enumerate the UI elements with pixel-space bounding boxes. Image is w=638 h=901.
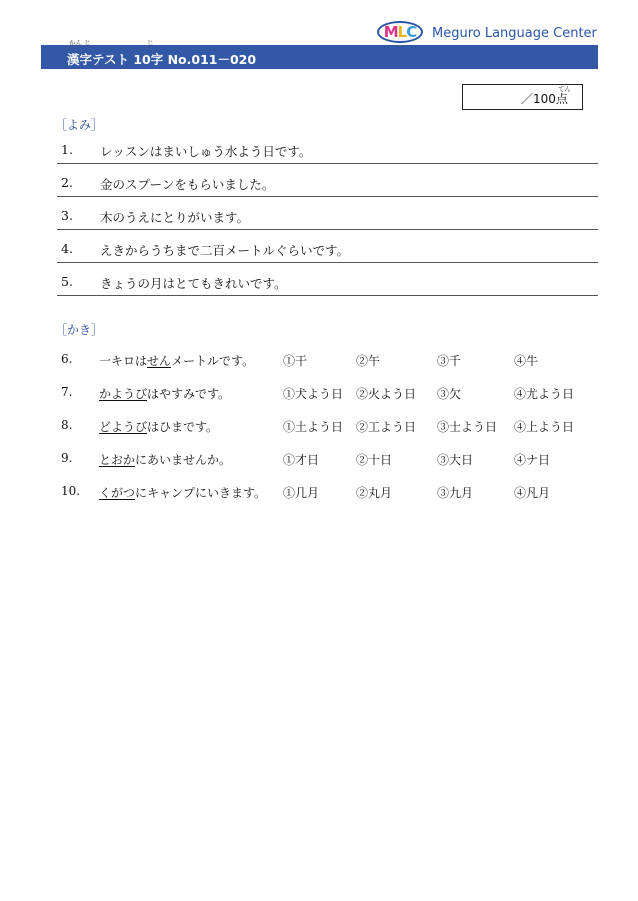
- item-number: 9.: [61, 451, 73, 465]
- item-number: 3.: [61, 208, 73, 223]
- choice-4[interactable]: ④尤よう日: [514, 387, 575, 401]
- kaki-section-label: ［かき］: [55, 323, 104, 337]
- choice-3[interactable]: ③千: [437, 354, 462, 368]
- choice-3[interactable]: ③九月: [437, 486, 474, 500]
- kaki-item: [61, 418, 601, 440]
- choice-1[interactable]: ①才日: [283, 453, 320, 467]
- item-question: [99, 418, 218, 435]
- title-ruby-kanji: かん じ: [69, 39, 91, 47]
- choice-1[interactable]: ①土よう日: [283, 420, 344, 434]
- score-ruby: てん: [558, 85, 571, 93]
- choice-4[interactable]: ④上よう日: [514, 420, 575, 434]
- choice-2[interactable]: ②丸月: [356, 486, 393, 500]
- page-title: 漢字テスト 10字 No.011－020: [67, 52, 257, 67]
- item-question: えきからうちまで二百メートルぐらいです。: [100, 243, 350, 258]
- choice-1[interactable]: ①几月: [283, 486, 320, 500]
- answer-line[interactable]: [57, 196, 598, 197]
- item-number: 4.: [61, 241, 73, 256]
- choice-4[interactable]: ④牛: [514, 354, 539, 368]
- choice-2[interactable]: ②午: [356, 354, 381, 368]
- yomi-item: [57, 266, 598, 296]
- kaki-item: [61, 484, 601, 506]
- item-number: 8.: [61, 418, 73, 432]
- item-question: [99, 451, 231, 468]
- answer-line[interactable]: [57, 295, 598, 296]
- choice-2[interactable]: ②火よう日: [356, 387, 417, 401]
- yomi-section-label: ［よみ］: [55, 118, 104, 132]
- choice-4[interactable]: ④ナ日: [514, 453, 551, 467]
- logo-letter-m: M: [383, 23, 398, 41]
- answer-line[interactable]: [57, 229, 598, 230]
- yomi-item: [57, 233, 598, 263]
- item-number: 2.: [61, 175, 73, 190]
- question-post: メートルです。: [171, 354, 255, 368]
- question-post: にキャンプにいきます。: [135, 486, 267, 500]
- kaki-item: [61, 385, 601, 407]
- choice-3[interactable]: ③欠: [437, 387, 462, 401]
- org-name: Meguro Language Center: [432, 26, 597, 41]
- yomi-item: [57, 134, 598, 164]
- item-question: [99, 385, 230, 402]
- kaki-item: [61, 352, 601, 374]
- underlined-target: せん: [147, 354, 172, 368]
- item-number: 7.: [61, 385, 73, 399]
- choice-4[interactable]: ④凡月: [514, 486, 551, 500]
- choice-2[interactable]: ②工よう日: [356, 420, 417, 434]
- answer-line[interactable]: [57, 262, 598, 263]
- choice-2[interactable]: ②十日: [356, 453, 393, 467]
- item-question: レッスンはまいしゅう水よう日です。: [100, 144, 312, 159]
- underlined-target: とおか: [99, 453, 136, 467]
- question-post: にあいませんか。: [135, 453, 232, 467]
- logo-letter-c: C: [406, 23, 417, 41]
- item-question: [99, 352, 254, 369]
- question-post: はやすみです。: [147, 387, 231, 401]
- choice-1[interactable]: ①干: [283, 354, 308, 368]
- item-question: きょうの月はとてもきれいです。: [100, 276, 287, 291]
- underlined-target: かようび: [99, 387, 148, 401]
- item-number: 10.: [61, 484, 81, 498]
- item-question: 木のうえにとりがいます。: [100, 210, 250, 225]
- yomi-item: [57, 200, 598, 230]
- item-question: [99, 484, 266, 501]
- item-number: 6.: [61, 352, 73, 366]
- answer-line[interactable]: [57, 163, 598, 164]
- item-number: 1.: [61, 142, 73, 157]
- question-pre: 一キロは: [99, 354, 148, 368]
- item-question: 金のスプーンをもらいました。: [100, 177, 275, 192]
- choice-3[interactable]: ③士よう日: [437, 420, 498, 434]
- underlined-target: くがつ: [99, 486, 136, 500]
- choice-3[interactable]: ③大日: [437, 453, 474, 467]
- kaki-item: [61, 451, 601, 473]
- question-post: はひまです。: [147, 420, 219, 434]
- choice-1[interactable]: ①犬よう日: [283, 387, 344, 401]
- yomi-item: [57, 167, 598, 197]
- title-ruby-ji: じ: [147, 39, 154, 47]
- score-total: ／100点: [521, 92, 568, 106]
- logo-letter-l: L: [397, 23, 407, 41]
- underlined-target: どようび: [99, 420, 148, 434]
- item-number: 5.: [61, 274, 73, 289]
- mlc-logo: [377, 21, 423, 43]
